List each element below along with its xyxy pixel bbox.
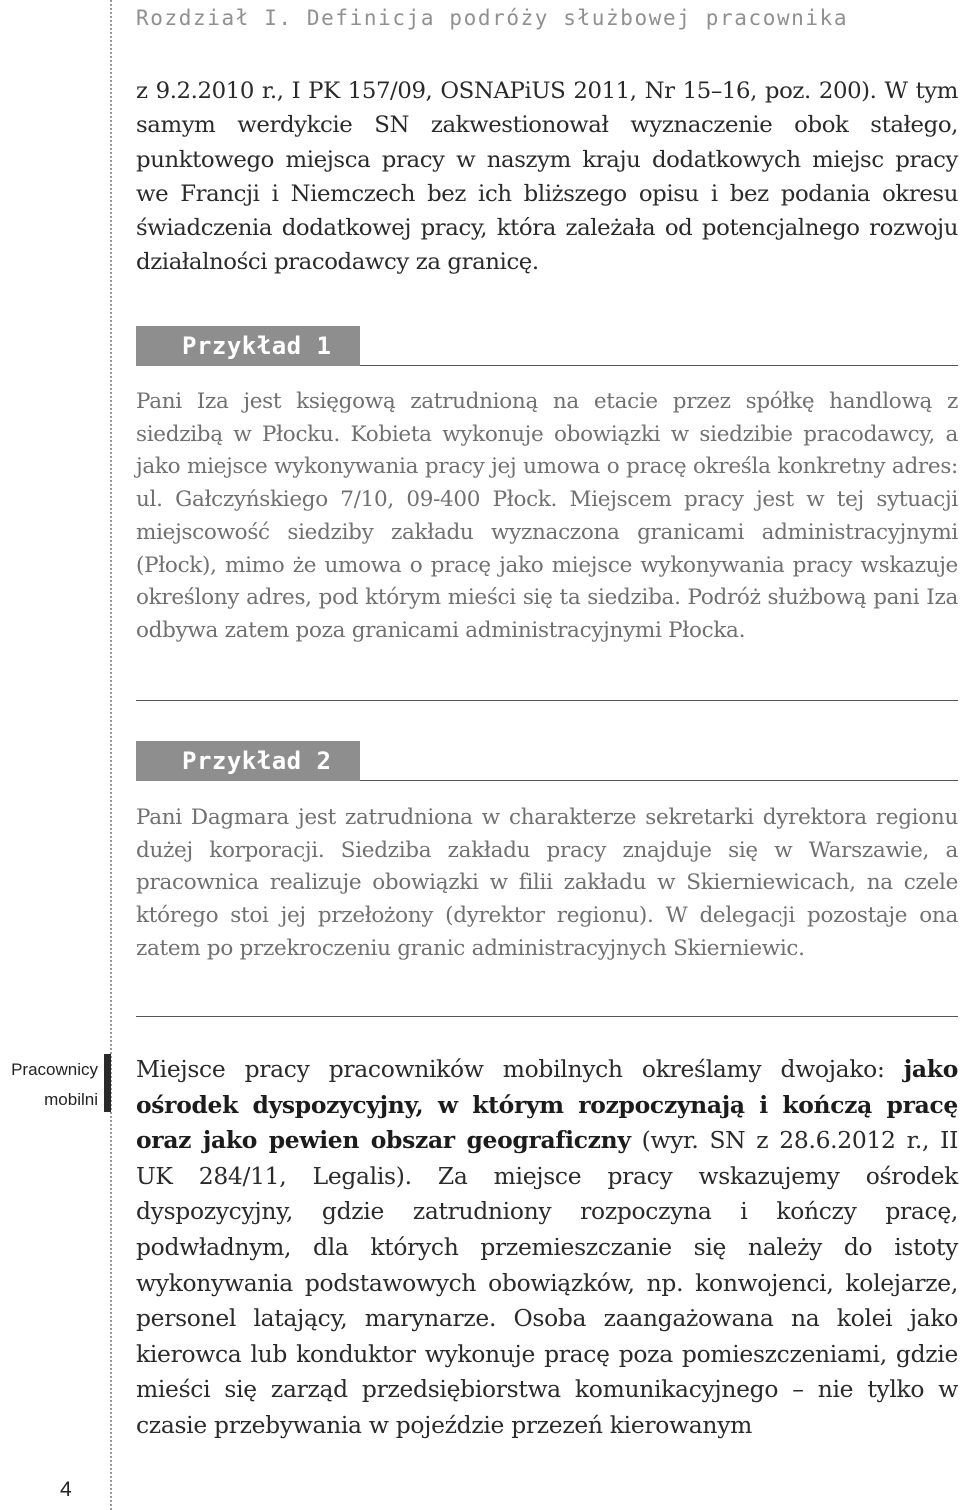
mobile-workers-paragraph	[136, 1052, 958, 1444]
example-1-rule	[360, 365, 958, 366]
mobile-rest: (wyr. SN z 28.6.2012 r., II UK 284/11, Legalis). Za miejsce pracy wskazujemy ośrodek dyspozycyjny, gdzie zatrudniony rozpoczyna i kończy pracę, podwładnym, dla których przemieszczanie się należy do istoty wykonywania podstawowych obowiązków, np. konwojenci, kolejarze, personel latający, marynarze. Osoba zaangażowana na kolei jako kierowca lub konduktor wykonuje pracę poza pomieszczeniami, gdzie mieści się zarząd przedsiębiorstwa komunikacyjnego – nie tylko w czasie przebywania w pojeździe przezeń kierowanym	[136, 1126, 959, 1439]
intro-paragraph	[136, 74, 958, 280]
page-number: 4	[60, 1478, 72, 1501]
mobile-workers-text	[136, 1052, 958, 1444]
example-2-label: Przykład 2	[136, 741, 360, 781]
example-1-label: Przykład 1	[136, 326, 360, 366]
running-header: Rozdział I. Definicja podróży służbowej pracownika	[136, 6, 849, 30]
margin-note-bar	[104, 1054, 111, 1112]
margin-note-line2: mobilni	[44, 1090, 98, 1109]
example-1-text: Pani Iza jest księgową zatrudnioną na etacie przez spółkę handlową z siedzibą w Płocku. Kobieta wykonuje obowiązki w siedzibie pracodawcy, a jako miejsce wykonywania pracy jej umowa o pracę określa konkretny adres: ul. Gałczyńskiego 7/10, 09-400 Płock. Miejscem pracy jest w tej sytuacji miejscowość siedziby zakładu wyznaczona granicami administracyjnymi (Płock), mimo że umowa o pracę jako miejsce wykonywania pracy wskazuje określony adres, pod którym mieści się ta siedziba. Podróż służbową pani Iza odbywa zatem poza granicami administracyjnymi Płocka.	[136, 389, 958, 643]
mobile-lead: Miejsce pracy pracowników mobilnych określamy dwojako:	[136, 1055, 904, 1083]
intro-text: z 9.2.2010 r., I PK 157/09, OSNAPiUS 2011, Nr 15–16, poz. 200). W tym samym werdykcie SN zakwestionował wyznaczenie obok stałego, punktowego miejsca pracy w naszym kraju dodatkowych miejsc pracy we Francji i Niemczech bez ich bliższego opisu i bez podania okresu świadczenia dodatkowej pracy, która zależała od potencjalnego rozwoju działalności pracodawcy za granicę.	[136, 78, 958, 276]
example-1-box	[136, 386, 958, 648]
example-2-text: Pani Dagmara jest zatrudniona w charakterze sekretarki dyrektora regionu dużej korporacji. Siedziba zakładu pracy znajduje się w Warszawie, a pracownica realizuje obowiązki w filii zakładu w Skierniewicach, na czele którego stoi jej przełożony (dyrektor regionu). W delegacji pozostaje ona zatem po przekroczeniu granic administracyjnych Skierniewic.	[136, 805, 958, 961]
margin-divider	[110, 0, 112, 1510]
example-2-rule	[360, 780, 958, 781]
example-2-bottom-rule	[136, 1016, 958, 1017]
example-2-box	[136, 802, 958, 966]
mobile-bold: jako ośrodek dyspozycyjny, w którym rozpoczynają i kończą pracę oraz jako pewien obszar geograficzny	[136, 1055, 958, 1155]
example-1-bottom-rule	[136, 700, 958, 701]
margin-note-line1: Pracownicy	[11, 1060, 98, 1079]
margin-note	[0, 1055, 98, 1115]
